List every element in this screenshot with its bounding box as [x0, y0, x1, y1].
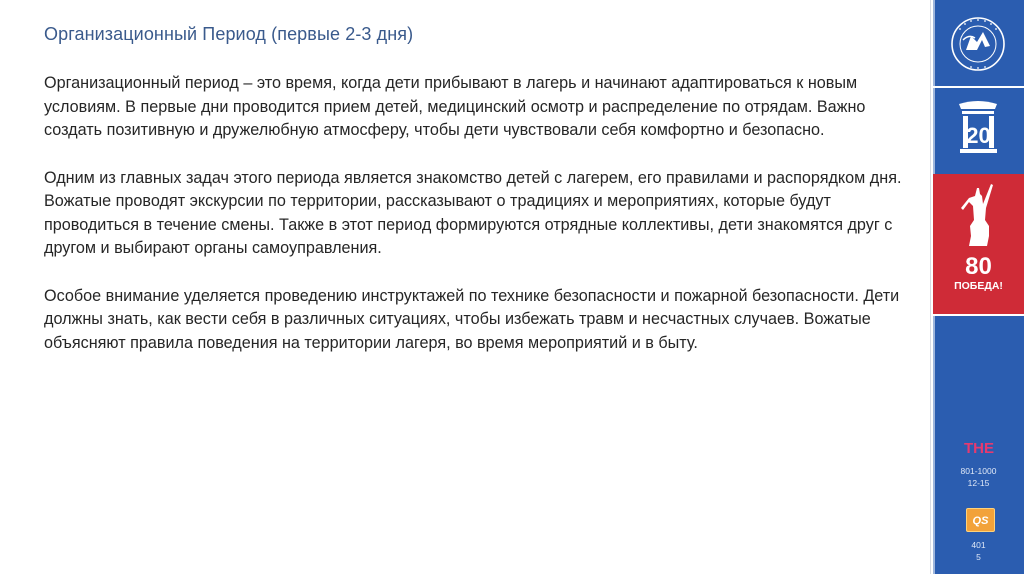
- qs-rank-line1: 401: [971, 540, 986, 550]
- qs-mark-text: QS: [972, 515, 989, 527]
- slide-title: Организационный Период (первые 2-3 дня): [44, 24, 414, 44]
- victory-80-block: [933, 174, 1024, 314]
- sidebar-separator-mid: [933, 314, 1024, 316]
- the-ranking-logo: [966, 434, 992, 460]
- sidebar-divider: [930, 0, 931, 574]
- paragraph-intro: Организационный период – это время, когда дети прибывают в лагерь и начинают адаптироваться к новым условиям. В первые дни проводится прием детей, медицинский осмотр и распределение по отрядам. Важно создать позитивную и дружелюбную атмосферу, чтобы дети чувствовали себя комфортно и безопасно.: [44, 74, 866, 139]
- paragraph-safety: Особое внимание уделяется проведению инструктажей по технике безопасности и пожарной безопасности. Дети должны знать, как вести себя в различных ситуациях, чтобы избежать травм и несчастных случаев. Вожатые объясняют правила поведения на территории лагеря, во время мероприятий и в быту.: [44, 286, 900, 352]
- sidebar-separator-top: [933, 86, 1024, 88]
- slide-body: [44, 72, 904, 379]
- university-seal-logo: [933, 0, 1024, 86]
- qs-rank-line2: 5: [976, 552, 981, 562]
- victory-number: 80: [965, 253, 992, 280]
- qs-ranking-logo: [966, 508, 995, 532]
- anniversary-number: 20: [966, 123, 991, 148]
- the-rank-line1: 801-1000: [960, 466, 997, 476]
- victory-label: ПОБЕДА!: [954, 280, 1003, 292]
- the-rank-line2: 12-15: [967, 478, 990, 488]
- the-mark-text: THE: [964, 440, 994, 457]
- paragraph-acquaintance: Одним из главных задач этого периода является знакомство детей с лагерем, его правилами и распорядком дня. Вожатые проводят экскурсии по территории, рассказывают о традициях и мероприятиях, которые будут проводиться в течение смены. Также в этот период формируются отрядные коллективы, дети знакомятся друг с другом и выбирают органы самоуправления.: [44, 168, 902, 257]
- anniversary-emblem: [933, 96, 1024, 162]
- branding-sidebar: [933, 0, 1024, 574]
